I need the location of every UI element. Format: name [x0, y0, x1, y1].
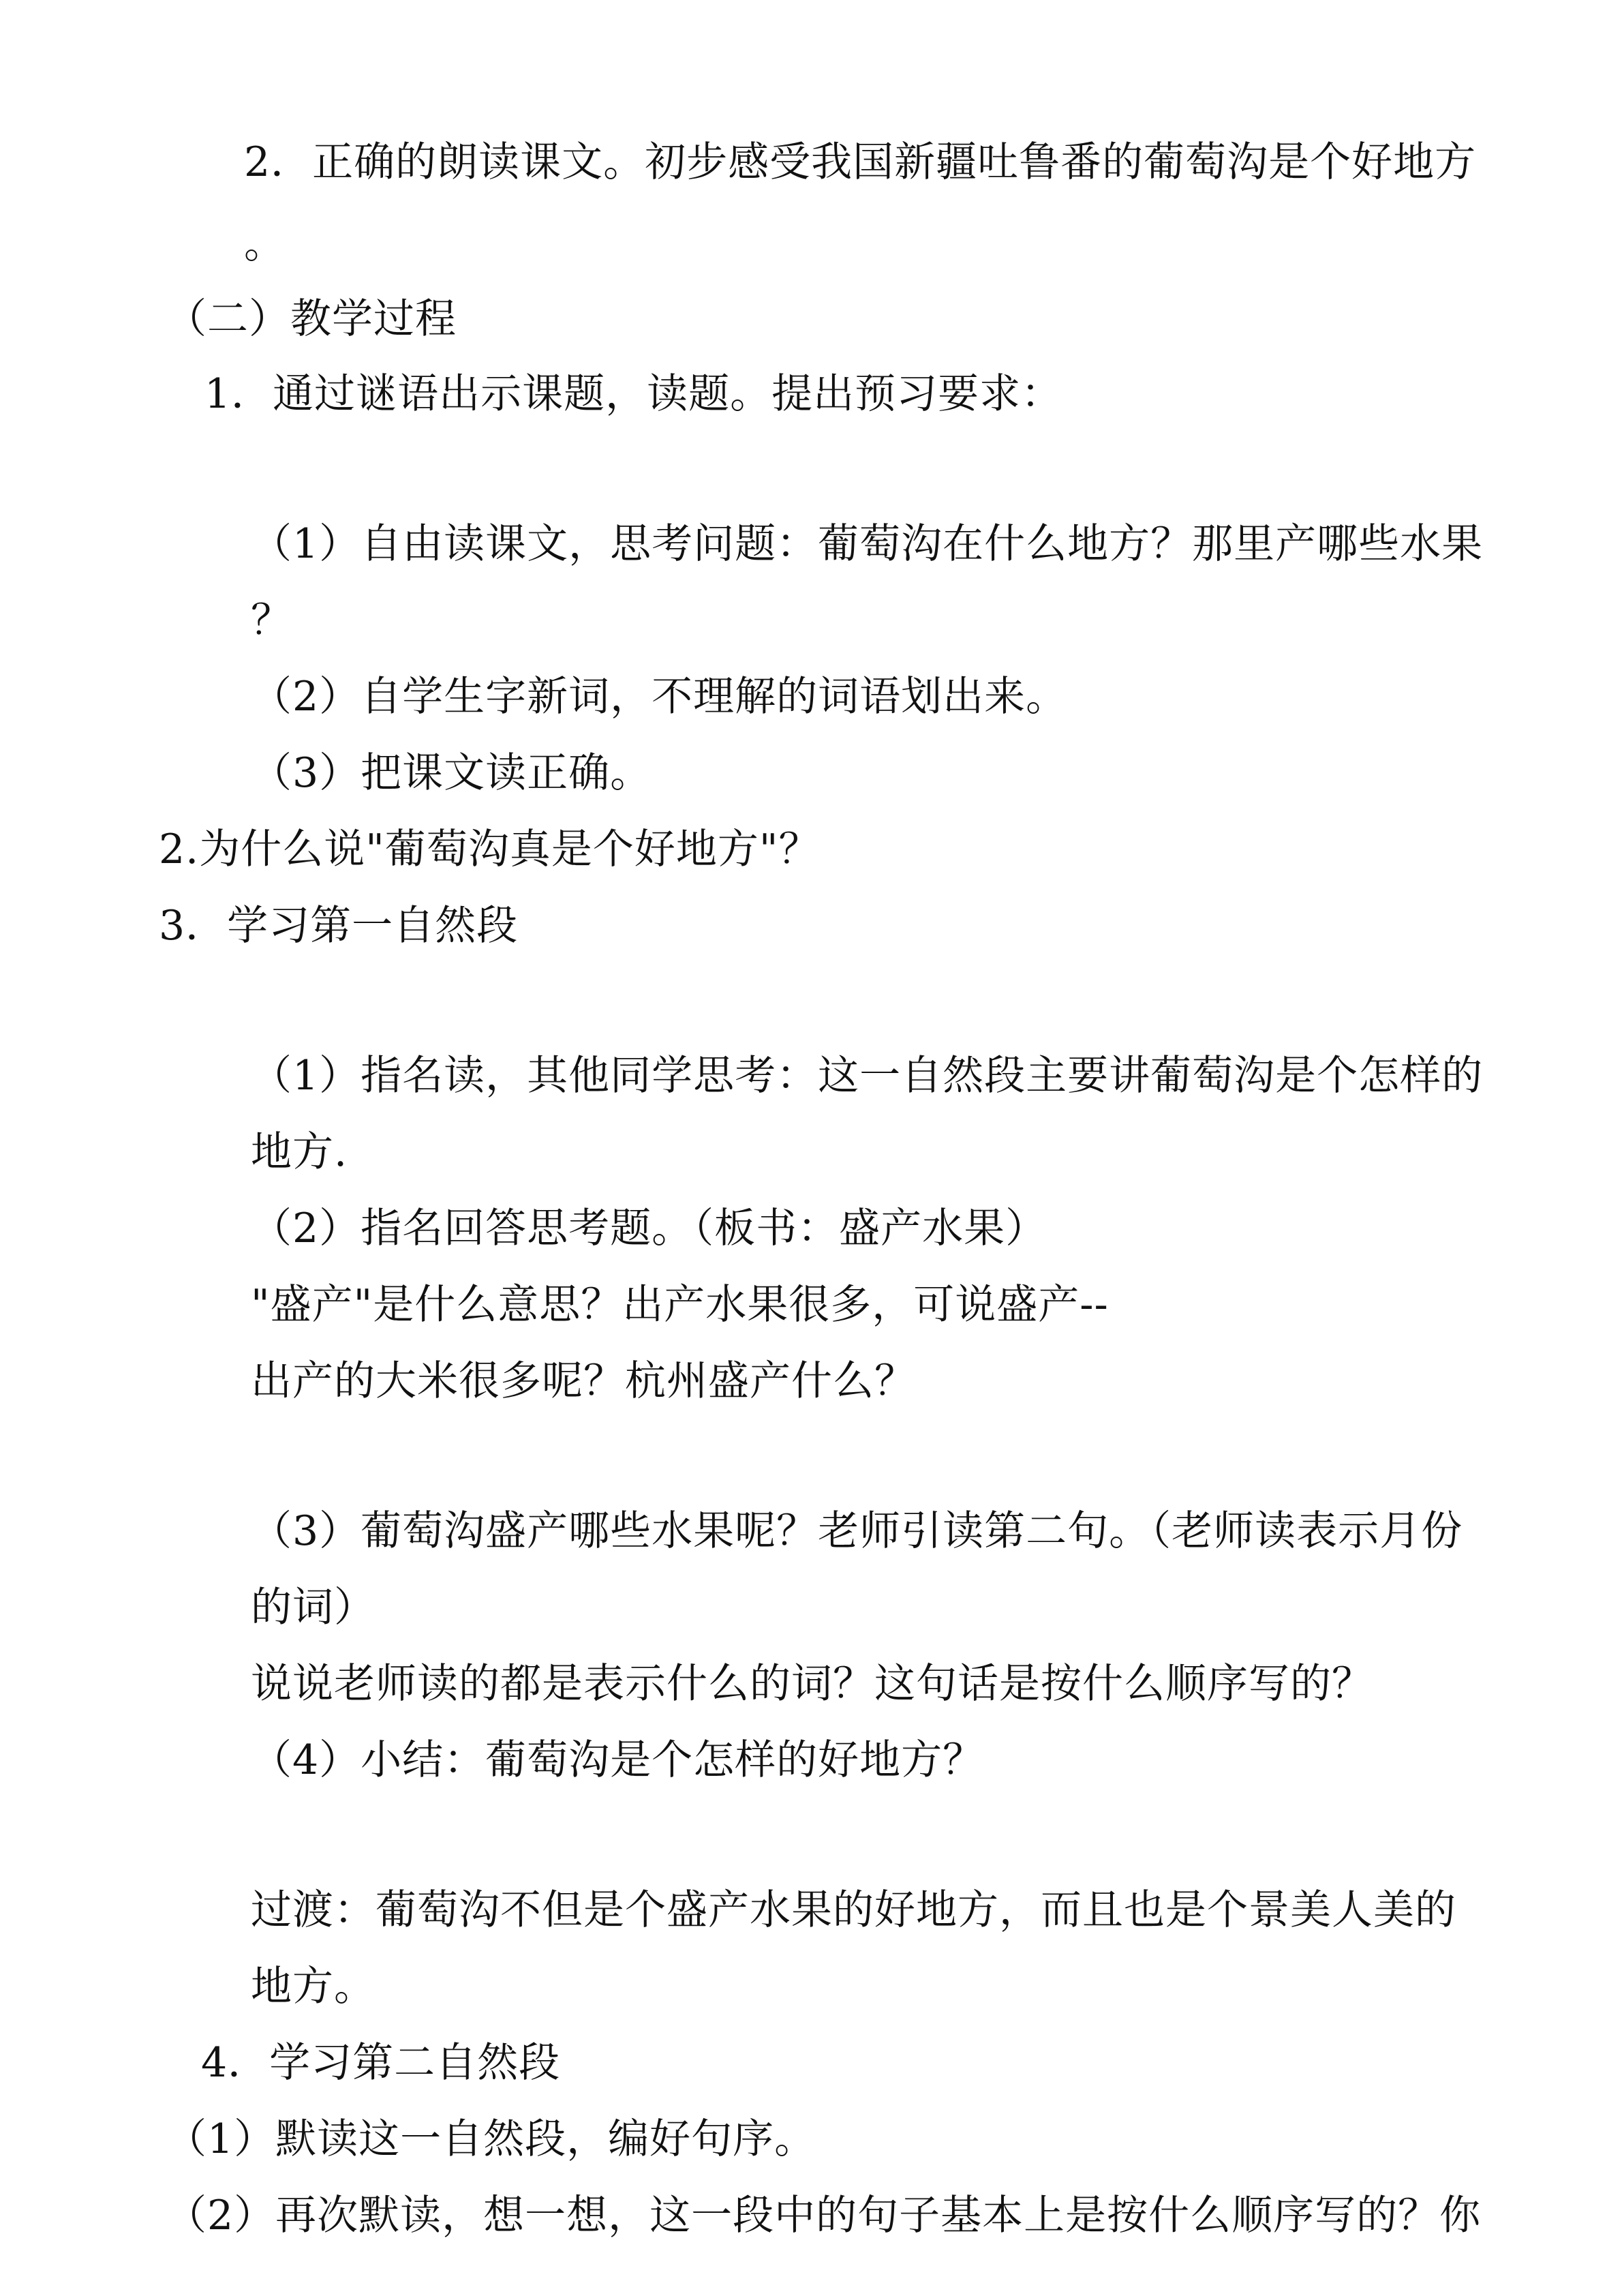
objective-2-line-end: 。 [244, 220, 286, 268]
step-3-item-4-line: （4）小结：葡萄沟是个怎样的好地方？ [251, 1736, 985, 1784]
section-heading-teaching-process: （二）教学过程 [166, 295, 457, 343]
step-1-line: 1．通过谜语出示课题，读题。提出预习要求： [204, 370, 1063, 418]
step-3-item-3-question-line: 说说老师读的都是表示什么的词？这句话是按什么顺序写的？ [251, 1660, 1373, 1708]
step-4-heading: 4．学习第二自然段 [201, 2039, 561, 2087]
step-3-item-2-line: （2）指名回答思考题。（板书：盛产水果） [251, 1205, 1047, 1252]
objective-2-line: 2．正确的朗读课文。初步感受我国新疆吐鲁番的葡萄沟是个好地方 [244, 138, 1477, 186]
step-3-heading: 3．学习第一自然段 [159, 902, 519, 950]
step-3-item-3-line: （3）葡萄沟盛产哪些水果呢？老师引读第二句。（老师读表示月份 [251, 1507, 1463, 1555]
step-1-item-2-line: （2）自学生字新词，不理解的词语划出来。 [251, 673, 1068, 721]
transition-line-end: 地方。 [251, 1963, 376, 2010]
step-3-item-3-line-end: 的词） [251, 1584, 376, 1631]
step-2-line: 2.为什么说"葡萄沟真是个好地方"？ [159, 826, 821, 873]
step-4-item-2-line: （2）再次默读，想一想，这一段中的句子基本上是按什么顺序写的？你 [166, 2192, 1482, 2239]
transition-line: 过渡：葡萄沟不但是个盛产水果的好地方，而且也是个景美人美的 [251, 1886, 1456, 1934]
step-1-item-1-line-end: ？ [251, 596, 292, 644]
step-1-item-1-line: （1）自由读课文，思考问题：葡萄沟在什么地方？那里产哪些水果 [251, 520, 1484, 568]
step-3-item-2-note-line: "盛产"是什么意思？出产水果很多，可说盛产-- [251, 1281, 1109, 1329]
step-1-item-3-line: （3）把课文读正确。 [251, 749, 652, 797]
step-4-item-1-line: （1）默读这一自然段，编好句序。 [166, 2115, 816, 2163]
step-3-item-1-line: （1）指名读，其他同学思考：这一自然段主要讲葡萄沟是个怎样的 [251, 1052, 1484, 1100]
step-3-item-1-line-end: 地方. [251, 1128, 348, 1176]
step-3-item-2-note-line-2: 出产的大米很多呢？杭州盛产什么？ [251, 1357, 916, 1405]
